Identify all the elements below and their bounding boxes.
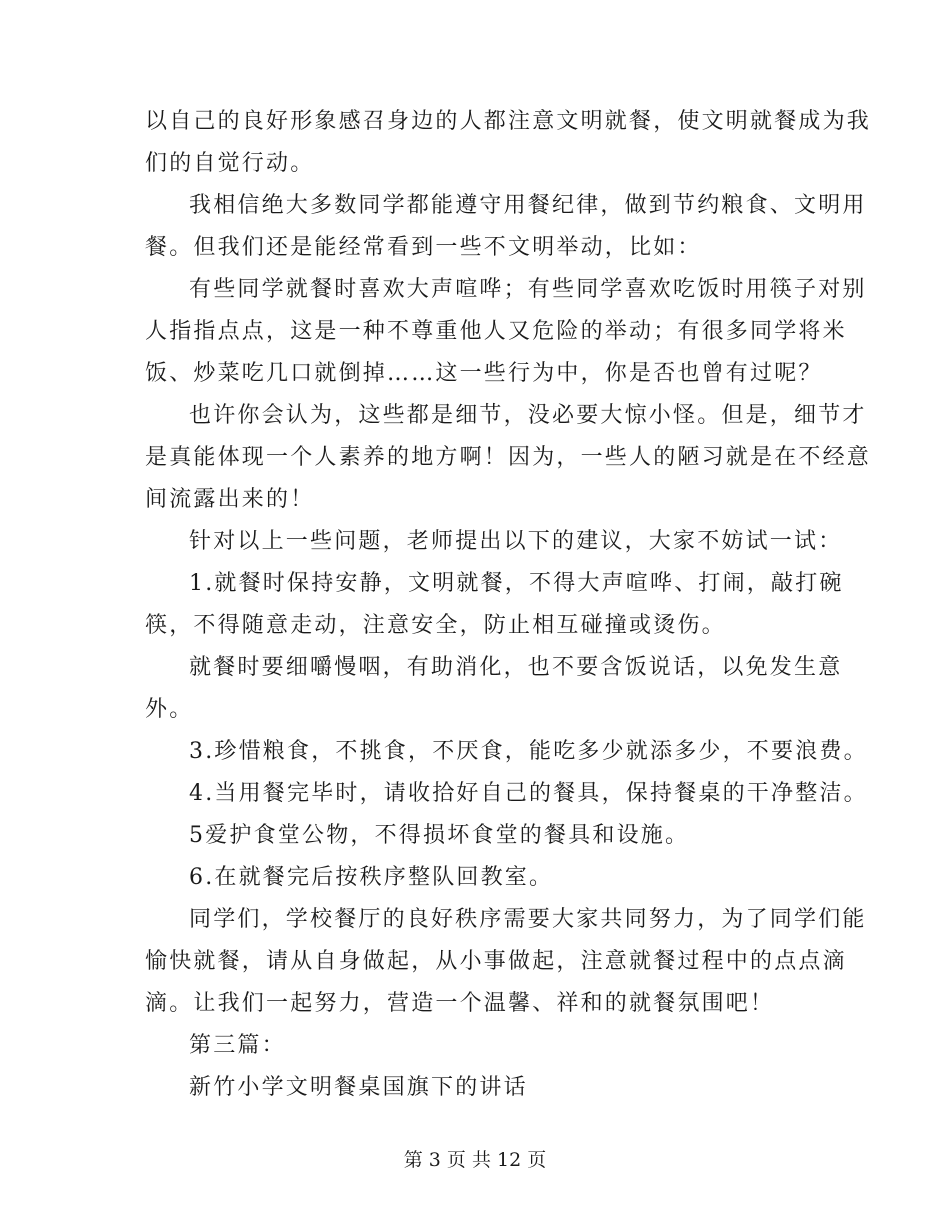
section-heading: 第三篇： <box>189 1033 286 1058</box>
list-item-line: 1.就餐时保持安静，文明就餐，不得大声喧哗、打闹，敲打碗 <box>189 571 844 596</box>
text-line: 筷，不得随意走动，注意安全，防止相互碰撞或烫伤。 <box>145 613 726 638</box>
text-line: 人指指点点，这是一种不尊重他人又危险的举动；有很多同学将米 <box>145 319 847 344</box>
paragraph-line: 同学们，学校餐厅的良好秩序需要大家共同努力，为了同学们能 <box>189 907 867 932</box>
paragraph-line: 也许你会认为，这些都是细节，没必要大惊小怪。但是，细节才 <box>189 403 867 428</box>
text-line: 愉快就餐，请从自身做起，从小事做起，注意就餐过程中的点点滴 <box>145 949 847 974</box>
text-line: 餐。但我们还是能经常看到一些不文明举动，比如： <box>145 235 702 260</box>
text-line: 间流露出来的！ <box>145 487 315 512</box>
list-item-line: 4.当用餐完毕时，请收拾好自己的餐具，保持餐桌的干净整洁。 <box>189 781 868 806</box>
text-line: 外。 <box>145 697 194 722</box>
page-number-footer: 第 3 页 共 12 页 <box>403 1149 547 1171</box>
list-item-line: 3.珍惜粮食，不挑食，不厌食，能吃多少就添多少，不要浪费。 <box>189 739 868 764</box>
text-line: 饭、炒菜吃几口就倒掉……这一些行为中，你是否也曾有过呢？ <box>145 361 823 386</box>
section-title: 新竹小学文明餐桌国旗下的讲话 <box>189 1075 528 1100</box>
paragraph-line: 针对以上一些问题，老师提出以下的建议，大家不妨试一试： <box>189 529 843 554</box>
list-item-line: 就餐时要细嚼慢咽，有助消化，也不要含饭说话，以免发生意 <box>189 655 843 680</box>
list-item-line: 5爱护食堂公物，不得损坏食堂的餐具和设施。 <box>189 823 690 848</box>
text-line: 是真能体现一个人素养的地方啊！因为，一些人的陋习就是在不经意 <box>145 445 872 470</box>
text-line: 滴。让我们一起努力，营造一个温馨、祥和的就餐氛围吧！ <box>145 991 775 1016</box>
text-line: 以自己的良好形象感召身边的人都注意文明就餐，使文明就餐成为我 <box>145 109 872 134</box>
paragraph-line: 有些同学就餐时喜欢大声喧哗；有些同学喜欢吃饭时用筷子对别 <box>189 277 867 302</box>
paragraph-line: 我相信绝大多数同学都能遵守用餐纪律，做到节约粮食、文明用 <box>189 193 867 218</box>
text-line: 们的自觉行动。 <box>145 151 315 176</box>
list-item-line: 6.在就餐完后按秩序整队回教室。 <box>189 865 554 890</box>
